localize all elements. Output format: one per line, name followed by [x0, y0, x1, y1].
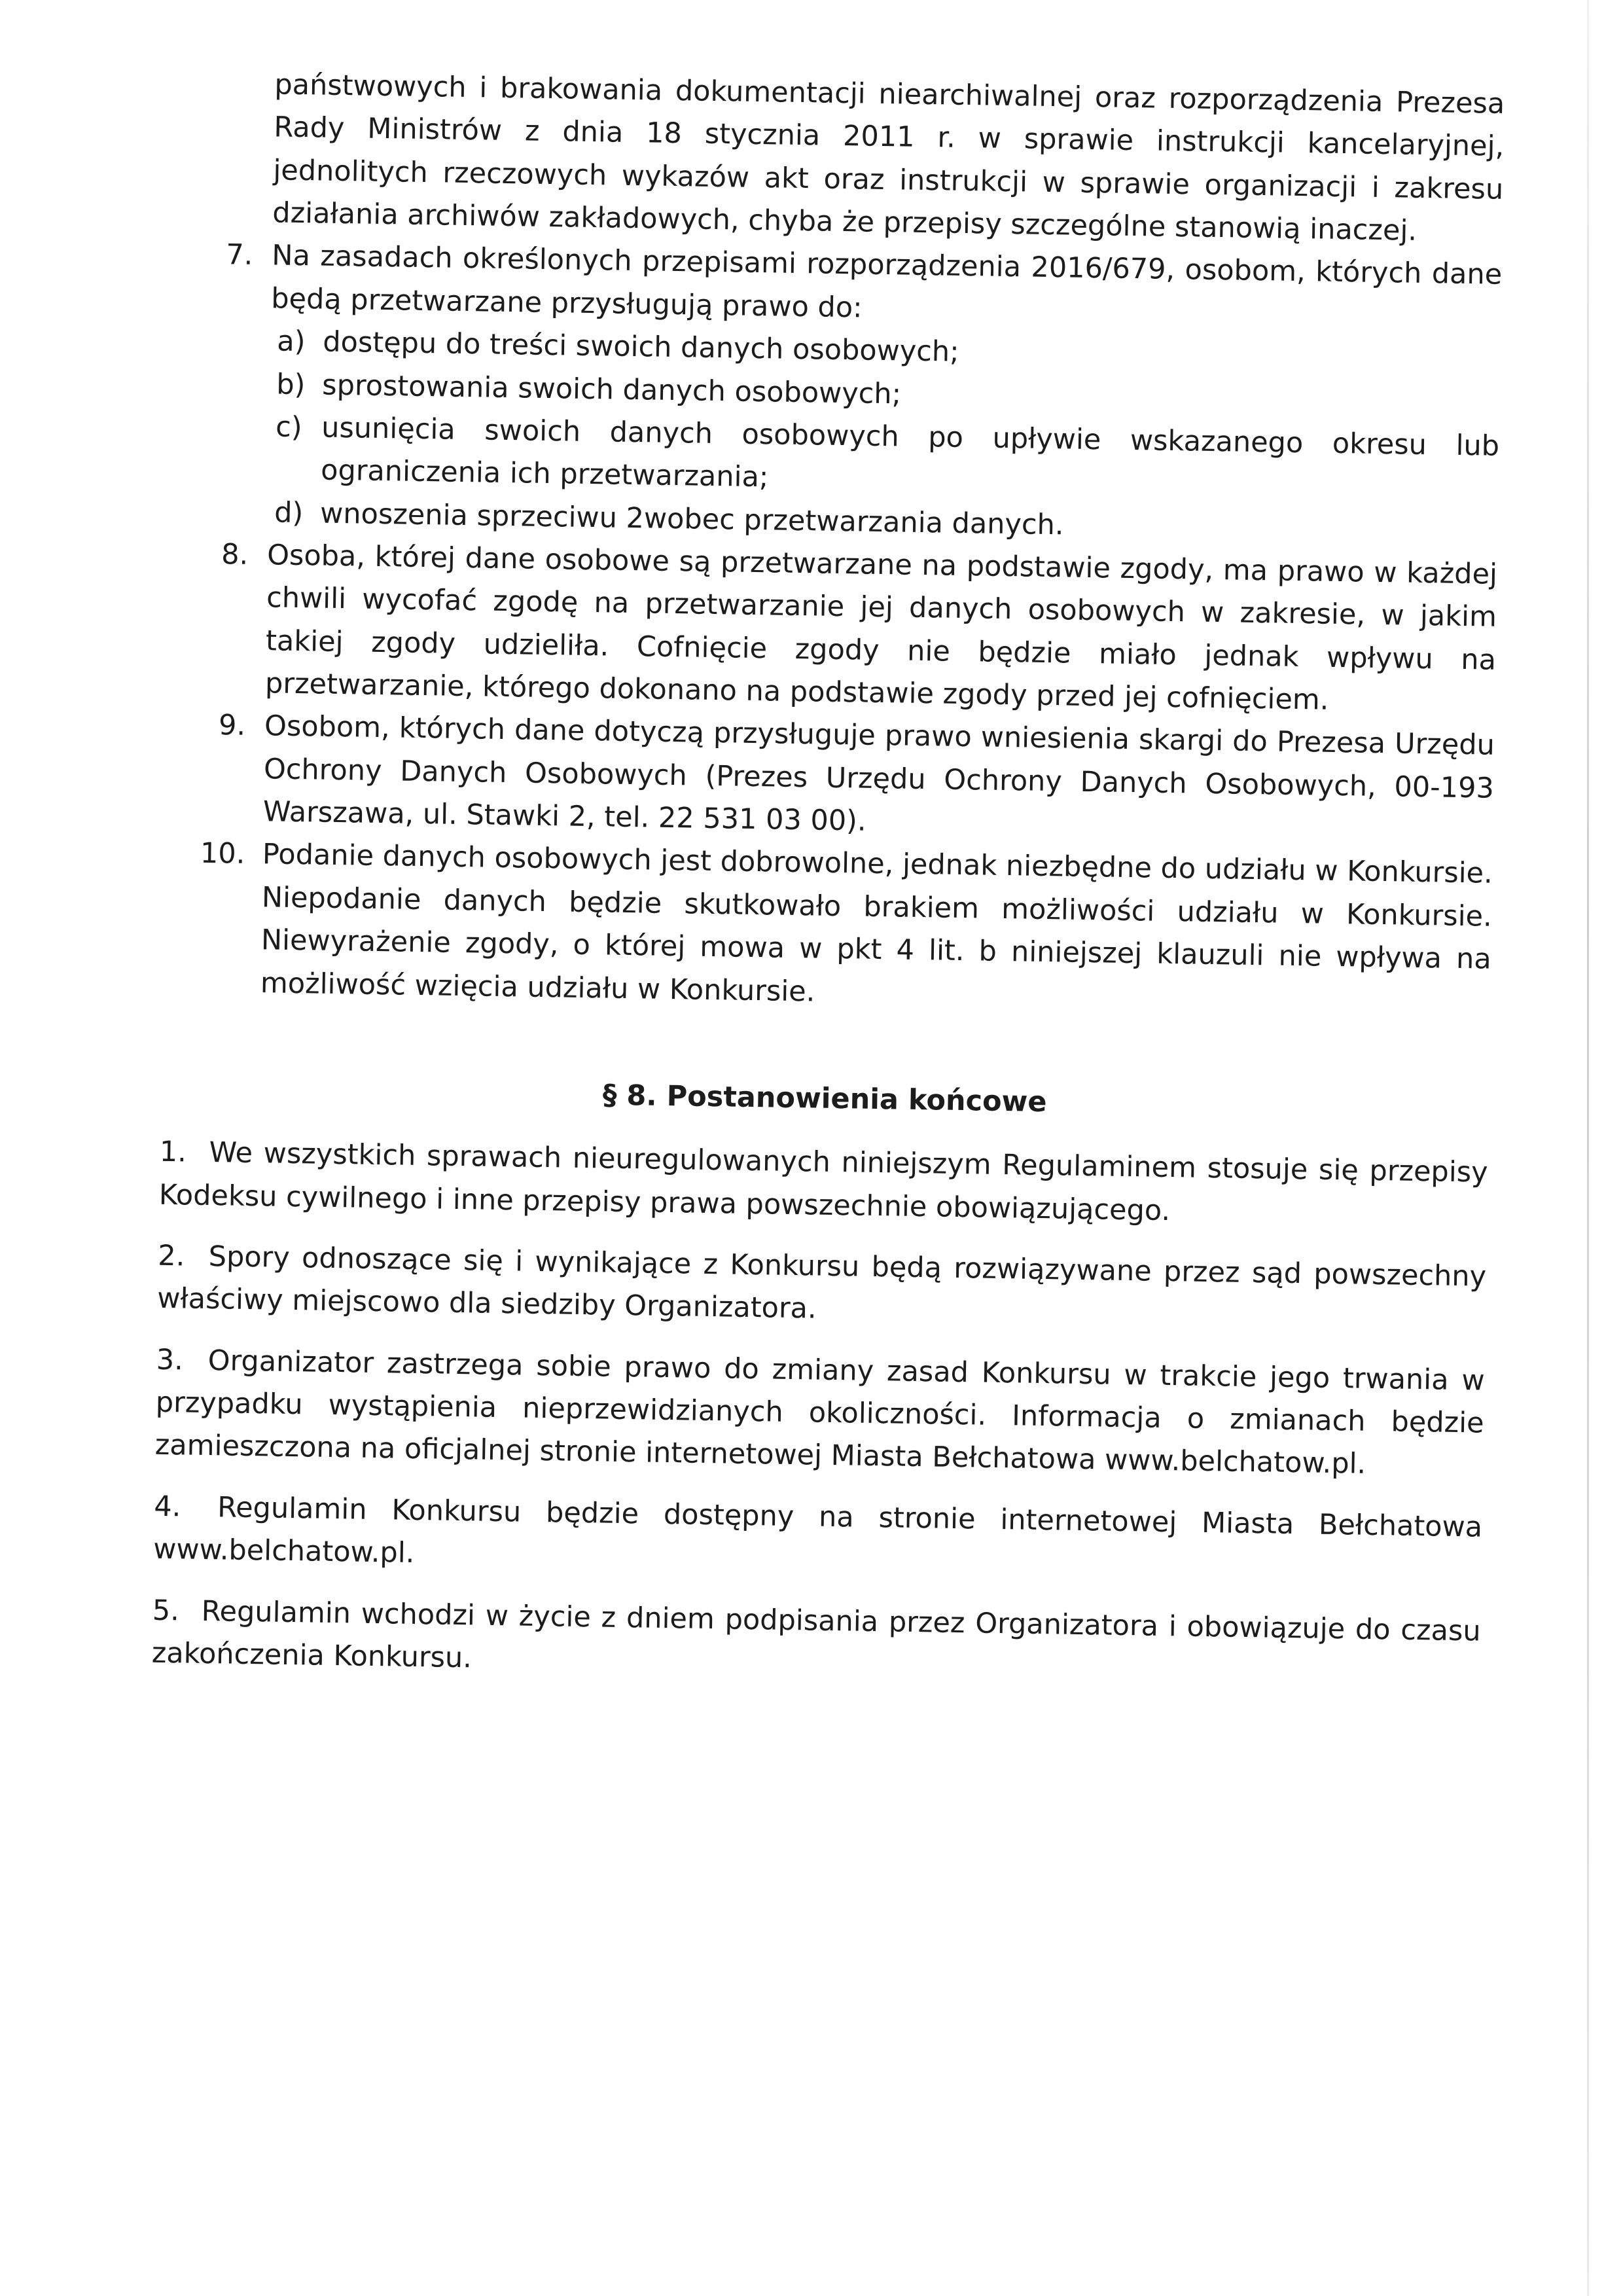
subitem-text: wnoszenia sprzeciwu 2wobec przetwarzania danych. [319, 497, 1064, 541]
document-page [151, 62, 1505, 1714]
final-provision-3 [154, 1338, 1485, 1488]
item-number: 10. [200, 837, 245, 871]
list-item-10 [162, 832, 1493, 1024]
final-provision-5 [151, 1589, 1481, 1696]
final-provision-2 [157, 1235, 1487, 1342]
subitem-text: dostępu do treści swoich danych osobowych; [322, 325, 960, 368]
subitem-letter: b) [276, 367, 306, 401]
provision-number: 3. [156, 1343, 184, 1377]
final-provision-1 [158, 1131, 1488, 1238]
list-item-9 [165, 704, 1495, 853]
provision-text: Organizator zastrzega sobie prawo do zmiany zasad Konkursu w trakcie jego trwania w przypadku wystąpienia nieprzewidzianych okoliczności. Informacja o zmianach będzie zamieszczona na oficjalnej stronie internetowej Miasta Bełchatowa www.belchatow.pl. [154, 1344, 1485, 1481]
provision-text: Regulamin wchodzi w życie z dniem podpisania przez Organizatora i obowiązuje do czasu zakończenia Konkursu. [151, 1594, 1481, 1675]
provision-number: 4. [153, 1490, 181, 1524]
subitem-text: usunięcia swoich danych osobowych po upływie wskazanego okresu lub ograniczenia ich przetwarzania; [320, 411, 1500, 494]
provision-text: Regulamin Konkursu będzie dostępny na stronie internetowej Miasta Bełchatowa www.belchatow.pl. [152, 1491, 1483, 1570]
provision-number: 1. [159, 1136, 187, 1169]
list-item-8 [167, 533, 1498, 725]
provision-number: 2. [157, 1239, 185, 1273]
provision-number: 5. [152, 1594, 180, 1627]
item-number: 7. [225, 238, 253, 272]
item-text: Na zasadach określonych przepisami rozporządzenia 2016/679, osobom, których dane będą przetwarzane przysługują prawo do: [270, 239, 1503, 325]
scan-page-edge [1587, 0, 1589, 2296]
subitem-letter: c) [275, 410, 303, 444]
subitem-letter: d) [274, 496, 304, 529]
subitem-letter: a) [276, 325, 306, 359]
provision-text: We wszystkich sprawach nieuregulowanych niniejszym Regulaminem stosuje się przepisy Kodeksu cywilnego i inne przepisy prawa powszechnie obowiązującego. [158, 1136, 1488, 1227]
item-text: Osobom, których dane dotyczą przysługuje prawo wniesienia skargi do Prezesa Urzędu Ochrony Danych Osobowych (Prezes Urzędu Ochrony Danych Osobowych, 00-193 Warszawa, ul. Stawki 2, tel. 22 531 03 00). [262, 709, 1495, 838]
item-text: Podanie danych osobowych jest dobrowolne, jednak niezbędne do udziału w Konkursie. Niepodanie danych będzie skutkowało brakiem możliwości udziału w Konkursie. Niewyrażenie zgody, o której mowa w pkt 4 lit. b niniejszej klauzuli nie wpływa na możliwość wzięcia udziału w Konkursie. [260, 838, 1493, 1009]
intro-paragraph: państwowych i brakowania dokumentacji niearchiwalnej oraz rozporządzenia Prezesa Rady Ministrów z dnia 18 stycznia 2011 r. w sprawie instrukcji kancelaryjnej, jednolitych rzeczowych wykazów akt oraz instrukcji w sprawie organizacji i zakresu działania archiwów zakładowych, chyba że przepisy szczególne stanowią inaczej. [272, 68, 1505, 247]
subitem-text: sprostowania swoich danych osobowych; [321, 368, 902, 410]
item-text: Osoba, której dane osobowe są przetwarzane na podstawie zgody, ma prawo w każdej chwili wycofać zgodę na przetwarzanie jej danych osobowych w zakresie, w jakim takiej zgody udzieliła. Cofnięcie zgody nie będzie miało jednak wpływu na przetwarzanie, którego dokonano na podstawie zgody przed jej cofnięciem. [264, 539, 1498, 717]
final-provision-4 [153, 1486, 1483, 1592]
item-number: 8. [221, 538, 249, 571]
item-number: 9. [218, 709, 246, 743]
section-heading: § 8. Postanowienia końcowe [602, 1079, 1047, 1119]
provision-text: Spory odnoszące się i wynikające z Konkursu będą rozwiązywane przez sąd powszechny właściwy miejscowo dla siedziby Organizatora. [156, 1240, 1487, 1325]
